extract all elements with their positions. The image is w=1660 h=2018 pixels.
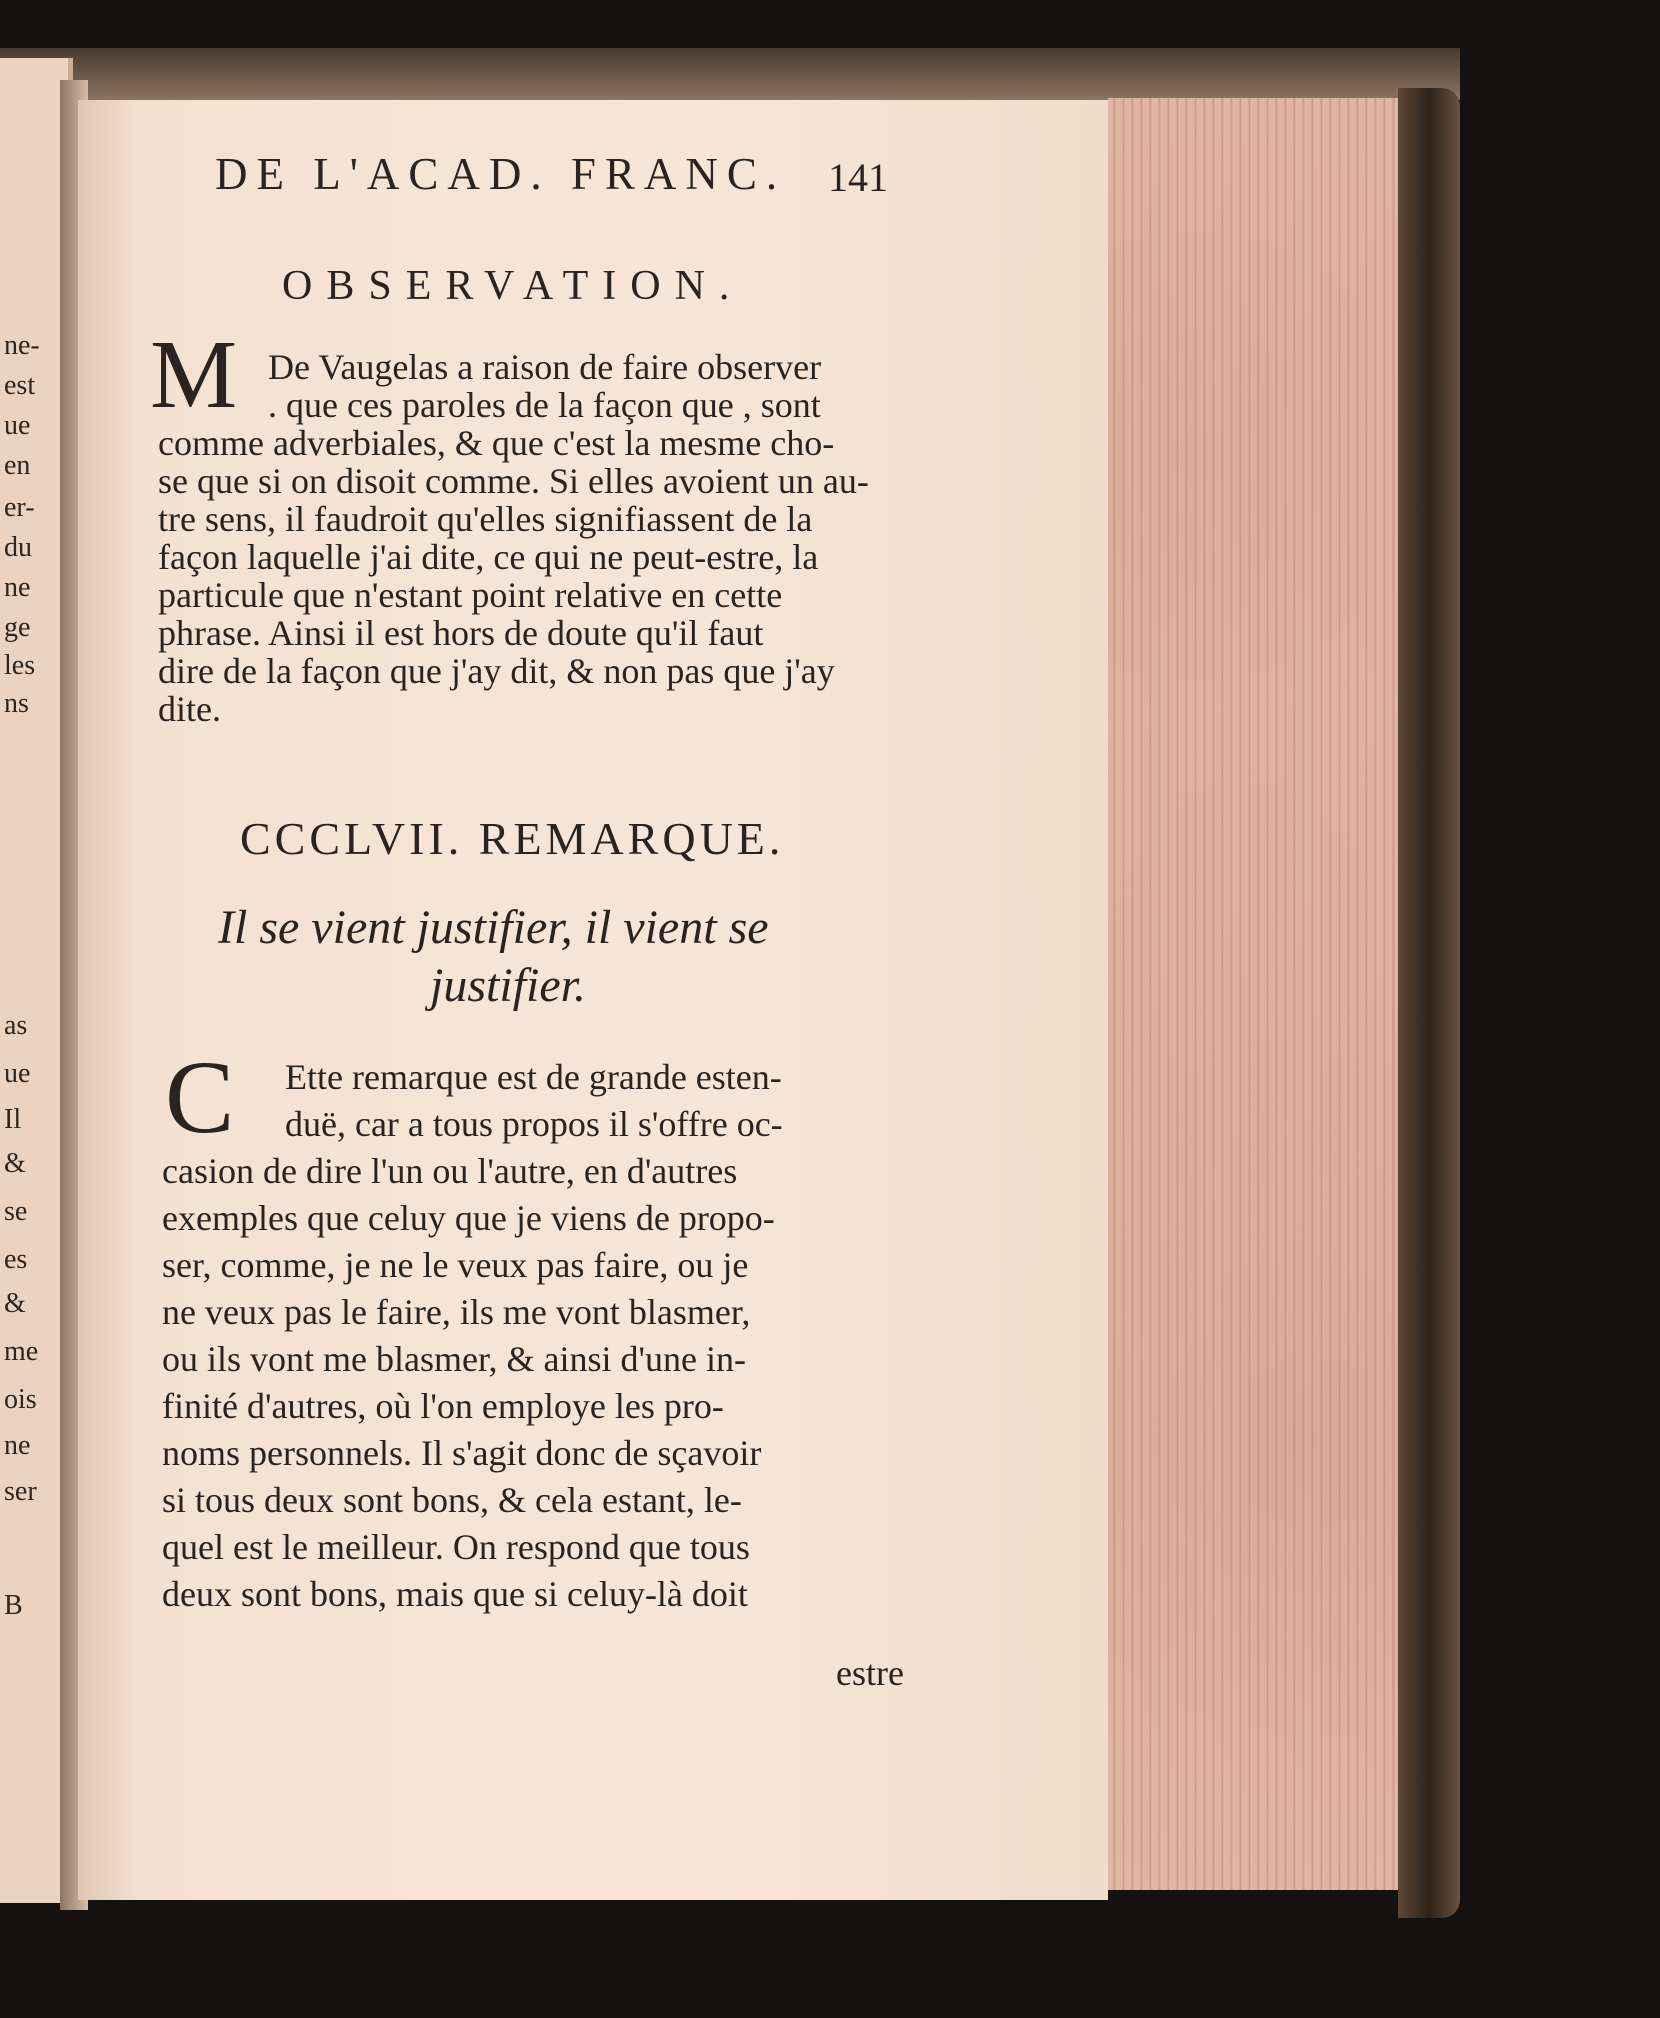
left-page-fragment: ois <box>4 1384 37 1415</box>
left-page-fragment: ns <box>4 688 29 719</box>
observation-line: façon laquelle j'ai dite, ce qui ne peut-estre, la <box>158 537 819 577</box>
remarque-dropcap: C <box>165 1040 235 1155</box>
left-page-fragment: & <box>4 1148 26 1179</box>
catchword: estre <box>836 1653 904 1693</box>
left-page-fragment: Il <box>4 1104 22 1135</box>
left-page-fragment: as <box>4 1010 28 1041</box>
remarque-title-line-2: justifier. <box>430 959 587 1012</box>
left-page-fragment: ge <box>4 612 31 643</box>
observation-heading: OBSERVATION. <box>282 263 744 309</box>
book-binding-top <box>0 48 1460 100</box>
left-page-fragment: est <box>4 370 36 401</box>
remarque-line: deux sont bons, mais que si celuy-là doit <box>162 1574 748 1614</box>
left-page-fragment: ue <box>4 1058 31 1089</box>
observation-line: . que ces paroles de la façon que , sont <box>268 385 821 425</box>
book-spine <box>1398 88 1460 1918</box>
observation-line: particule que n'estant point relative en cette <box>158 575 783 615</box>
observation-line: dite. <box>158 689 221 729</box>
left-page-fragment: les <box>4 650 36 681</box>
left-page-fragment: du <box>4 532 32 563</box>
remarque-title-line-1: Il se vient justifier, il vient se <box>218 901 769 954</box>
left-page-fragment: er- <box>4 492 35 523</box>
left-page-fragment: ue <box>4 410 31 441</box>
observation-line: phrase. Ainsi il est hors de doute qu'il faut <box>158 613 764 653</box>
page-edges-stain <box>1108 98 1400 1890</box>
running-head: DE L'ACAD. FRANC. <box>215 149 787 199</box>
left-page-fragment: B <box>4 1590 23 1621</box>
remarque-line: si tous deux sont bons, & cela estant, le- <box>162 1480 742 1520</box>
remarque-line: ne veux pas le faire, ils me vont blasmer, <box>162 1292 751 1332</box>
remarque-line: quel est le meilleur. On respond que tous <box>162 1527 750 1567</box>
left-page-fragment: & <box>4 1288 26 1319</box>
remarque-line: casion de dire l'un ou l'autre, en d'autres <box>162 1151 738 1191</box>
remarque-line: Ette remarque est de grande esten- <box>285 1057 782 1097</box>
left-page-fragment: ne- <box>4 330 40 361</box>
remarque-line: duë, car a tous propos il s'offre oc- <box>285 1104 783 1144</box>
page-number: 141 <box>828 155 888 200</box>
observation-line: De Vaugelas a raison de faire observer <box>268 347 822 387</box>
left-page-fragment: es <box>4 1244 28 1275</box>
observation-line: tre sens, il faudroit qu'elles signifiassent de la <box>158 499 813 539</box>
left-page-fragment: ser <box>4 1476 37 1507</box>
observation-line: comme adverbiales, & que c'est la mesme cho- <box>158 423 835 463</box>
remarque-line: noms personnels. Il s'agit donc de sçavoir <box>162 1433 762 1473</box>
remarque-line: exemples que celuy que je viens de propo- <box>162 1198 775 1238</box>
left-page-fragment: en <box>4 450 31 481</box>
left-page-fragment: me <box>4 1336 39 1367</box>
left-page-fragment: se <box>4 1196 28 1227</box>
remarque-line: ou ils vont me blasmer, & ainsi d'une in- <box>162 1339 746 1379</box>
left-page-fragment: ne <box>4 572 31 603</box>
remarque-heading: CCCLVII. REMARQUE. <box>240 813 785 864</box>
observation-line: dire de la façon que j'ay dit, & non pas que j'ay <box>158 651 835 691</box>
remarque-line: ser, comme, je ne le veux pas faire, ou je <box>162 1245 749 1285</box>
observation-dropcap: M <box>150 321 238 429</box>
observation-line: se que si on disoit comme. Si elles avoient un au- <box>158 461 869 501</box>
left-page-fragment: ne <box>4 1430 31 1461</box>
remarque-line: finité d'autres, où l'on employe les pro- <box>162 1386 724 1426</box>
